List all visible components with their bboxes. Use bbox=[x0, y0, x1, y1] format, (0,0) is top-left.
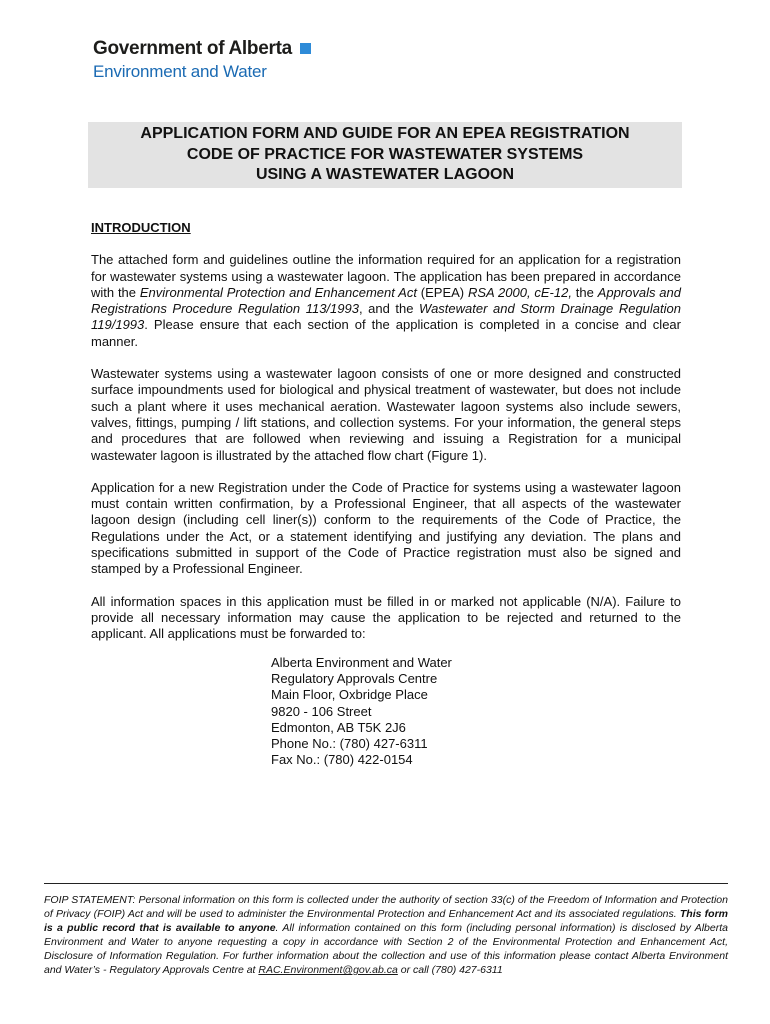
title-line-2: CODE OF PRACTICE FOR WASTEWATER SYSTEMS bbox=[186, 145, 584, 163]
department-name: Environment and Water bbox=[93, 62, 267, 81]
address-line: 9820 - 106 Street bbox=[271, 703, 372, 719]
intro-paragraph-2: Wastewater systems using a wastewater lagoon consists of one or more designed and constructed surface impoundments used for biological and physical treatment of wastewater, but does not include such a plant where it uses mechanical aeration. Wastewater lagoon systems also include sewers, valves, fittings, pumping / lift stations, and collection systems. For your information, the general steps and procedures that are followed when reviewing and issuing a Registration for a municipal wastewater lagoon is illustrated by the attached flow chart (Figure 1). bbox=[91, 366, 681, 463]
foip-statement: FOIP STATEMENT: Personal information on this form is collected under the authority of section 33(c) of the Freedom of Information and Protection of Privacy (FOIP) Act and will be used to administer the Environmental Protection and Enhancement Act and its associated regulations. This form is a public record that is available to anyone. All information contained on this form (including personal information) is disclosed by Alberta Environment and Water to anyone requesting a copy in accordance with Section 2 of the Environmental Protection and Enhancement Act, Disclosure of Information Regulation. For further information about the collection and use of this information please contact Alberta Environment and Water’s - Regulatory Approvals Centre at RAC.Environment@gov.ab.ca or call (780) 427-6311 bbox=[44, 894, 728, 976]
government-logo bbox=[93, 38, 311, 82]
intro-paragraph-4: All information spaces in this application must be filled in or marked not applicable (N/A). Failure to provide all necessary information may cause the application to be rejected and returned to the applicant. All applications must be forwarded to: bbox=[91, 593, 681, 642]
intro-paragraph-1: The attached form and guidelines outline the information required for an application for a registration for wastewater systems using a wastewater lagoon. The application has been prepared in accordance with the Environmental Protection and Enhancement Act (EPEA) RSA 2000, cE-12, the Approvals and Registrations Procedure Regulation 113/1993, and the Wastewater and Storm Drainage Regulation 119/1993. Please ensure that each section of the application is completed in a concise and clear manner. bbox=[91, 252, 681, 349]
phone-number: Phone No.: (780) 427-6311 bbox=[271, 736, 428, 752]
document-title bbox=[88, 122, 682, 188]
mailing-address bbox=[271, 655, 452, 768]
email-link[interactable]: RAC.Environment@gov.ab.ca bbox=[258, 964, 398, 976]
footer-divider bbox=[44, 883, 728, 884]
address-line: Alberta Environment and Water bbox=[271, 655, 452, 670]
address-line: Main Floor, Oxbridge Place bbox=[271, 687, 428, 703]
fax-number: Fax No.: (780) 422-0154 bbox=[271, 752, 413, 768]
introduction-heading: INTRODUCTION bbox=[91, 220, 191, 235]
title-line-3: USING A WASTEWATER LAGOON bbox=[255, 166, 515, 183]
org-name: Government of Alberta bbox=[93, 38, 311, 60]
address-line: Edmonton, AB T5K 2J6 bbox=[271, 719, 406, 735]
address-line: Regulatory Approvals Centre bbox=[271, 671, 438, 687]
introduction-section bbox=[91, 220, 681, 659]
logo-square-icon bbox=[300, 43, 311, 54]
intro-paragraph-3: Application for a new Registration under the Code of Practice for systems using a wastewater lagoon must contain written confirmation, by a Professional Engineer, that all aspects of the wastewater lagoon design (including cell liner(s)) conform to the requirements of the Code of Practice, the Regulations under the Act, or a statement identifying and justifying any deviation. The plans and specifications submitted in support of the Code of Practice registration must also be signed and stamped by a Professional Engineer. bbox=[91, 479, 681, 577]
title-line-1: APPLICATION FORM AND GUIDE FOR AN EPEA REGISTRATION bbox=[140, 125, 630, 142]
